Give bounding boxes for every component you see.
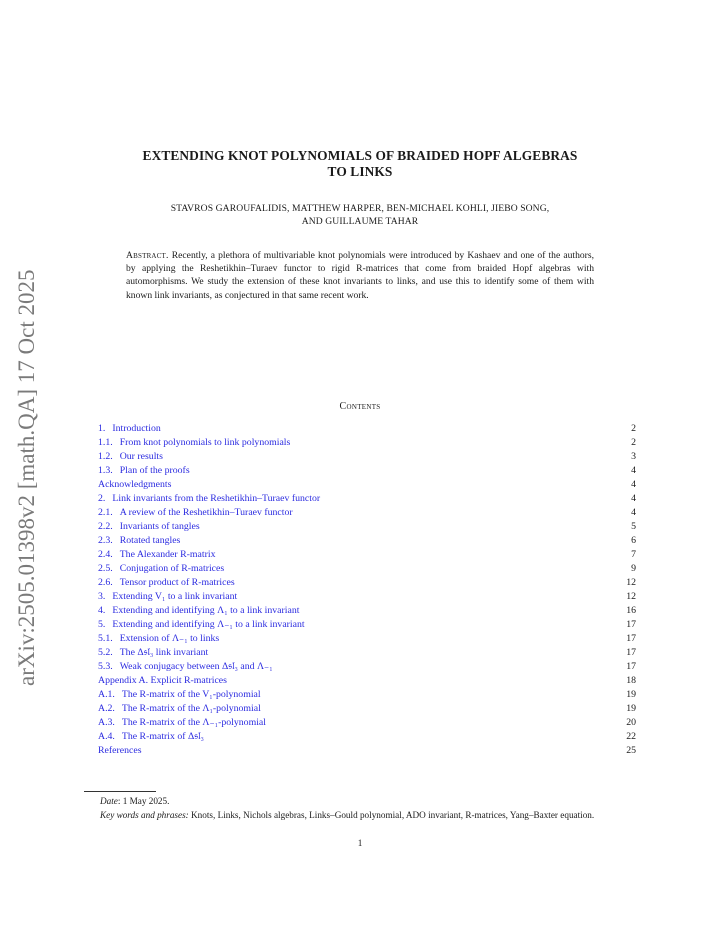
toc-entry-title: A review of the Reshetikhin–Turaev functor (119, 507, 293, 518)
toc-entry-link[interactable] (98, 674, 227, 688)
toc-entry (98, 590, 636, 604)
toc-entry-number: 5.2. (98, 647, 113, 658)
toc-entry-title: The R-matrix of the V₁-polynomial (121, 689, 261, 700)
toc-entry-link[interactable] (98, 604, 299, 618)
toc-entry-title: Invariants of tangles (119, 521, 200, 532)
toc-entry-link[interactable] (98, 576, 235, 590)
toc-entry-page: 4 (631, 479, 636, 490)
toc-entry-title: Appendix A. Explicit R-matrices (98, 675, 227, 686)
toc-entry-link[interactable] (98, 716, 266, 730)
toc-entry (98, 716, 636, 730)
toc-entry-title: Conjugation of R-matrices (119, 563, 225, 574)
toc-entry-number: 3. (98, 591, 106, 602)
toc-entry-link[interactable] (98, 478, 171, 492)
toc-entry-link[interactable] (98, 450, 163, 464)
toc-entry (98, 450, 636, 464)
toc-entry-page: 4 (631, 493, 636, 504)
toc-entry-link[interactable] (98, 464, 190, 478)
toc-entry-page: 4 (631, 507, 636, 518)
toc-entry-title: Rotated tangles (119, 535, 181, 546)
footnotes (84, 795, 636, 822)
arxiv-stamp-svg (4, 248, 44, 688)
toc-entry-number: 1.1. (98, 437, 113, 448)
toc-entry-page: 9 (631, 563, 636, 574)
toc-entry-number: A.1. (98, 689, 115, 700)
toc-entry-link[interactable] (98, 534, 180, 548)
toc-entry-title: The Δ𝔰𝔩₃ link invariant (119, 647, 209, 658)
toc-entry (98, 660, 636, 674)
title-line-2: TO LINKS (327, 163, 393, 179)
toc-entry (98, 436, 636, 450)
toc-entry-page: 7 (631, 549, 636, 560)
toc-entry-page: 2 (631, 437, 636, 448)
toc-entry-link[interactable] (98, 646, 208, 660)
toc-entry (98, 744, 636, 758)
toc-entry-title: Extending and identifying Λ₁ to a link invariant (112, 605, 300, 616)
toc-entry-page: 12 (626, 577, 636, 588)
toc-entry (98, 646, 636, 660)
abstract-text: Recently, a plethora of multivariable knot polynomials were introduced by Kashaev and one of the authors, by applying the Reshetikhin–Turaev functor to rigid R-matrices that come from braided Hopf algebras with automorphisms. We study the extension of these knot invariants to links, and use this to identify some of them with known link invariants, as conjectured in that same recent work. (126, 250, 594, 301)
toc-entry-page: 12 (626, 591, 636, 602)
toc-entry (98, 688, 636, 702)
toc-entry-title: Extending V₁ to a link invariant (112, 591, 238, 602)
toc-entry-page: 6 (631, 535, 636, 546)
toc-entry-link[interactable] (98, 744, 142, 758)
toc-entry (98, 478, 636, 492)
toc-entry-link[interactable] (98, 688, 261, 702)
toc-entry-title: The R-matrix of the Λ₋₁-polynomial (121, 717, 266, 728)
footnote-rule (84, 791, 156, 792)
toc-entry-number: 2. (98, 493, 106, 504)
toc-entry-page: 19 (626, 689, 636, 700)
toc-entry-page: 22 (626, 731, 636, 742)
toc-entry-number: 2.5. (98, 563, 113, 574)
toc-entry-link[interactable] (98, 590, 237, 604)
toc-entry-link[interactable] (98, 422, 161, 436)
toc-entry-number: 2.1. (98, 507, 113, 518)
toc-entry (98, 534, 636, 548)
toc-entry (98, 632, 636, 646)
toc-entry-title: The Alexander R-matrix (119, 549, 216, 560)
toc-entry-number: 2.4. (98, 549, 113, 560)
toc-entry-number: 2.2. (98, 521, 113, 532)
toc-entry (98, 618, 636, 632)
toc-entry-title: Weak conjugacy between Δ𝔰𝔩₃ and Λ₋₁ (119, 661, 273, 672)
footnote-date (84, 795, 636, 809)
toc-entry-number: 1.2. (98, 451, 113, 462)
toc-entry (98, 520, 636, 534)
toc-entry-title: The R-matrix of Δ𝔰𝔩₃ (121, 731, 204, 742)
abstract (126, 249, 594, 302)
title-line-1: EXTENDING KNOT POLYNOMIALS OF BRAIDED HOPF ALGEBRAS (142, 148, 578, 163)
page-number: 1 (357, 838, 363, 848)
toc-entry-number: 1. (98, 423, 106, 434)
date-value: : 1 May 2025. (117, 796, 170, 806)
toc-entry-page: 16 (626, 605, 636, 616)
keywords-label: Key words and phrases: (100, 809, 189, 820)
arxiv-stamp-text: arXiv:2505.01398v2 [math.QA] 17 Oct 2025 (14, 269, 39, 686)
toc-entry-page: 19 (626, 703, 636, 714)
toc-entry-link[interactable] (98, 506, 293, 520)
toc-entry-title: Extending and identifying Λ₋₁ to a link invariant (112, 619, 305, 630)
toc-entry-number: 5.1. (98, 633, 113, 644)
toc-entry-number: 2.6. (98, 577, 113, 588)
toc-entry (98, 576, 636, 590)
toc-entry-title: Plan of the proofs (119, 465, 190, 476)
authors-line-2: AND GUILLAUME TAHAR (301, 215, 419, 227)
toc-entry-link[interactable] (98, 702, 261, 716)
toc-entry-page: 17 (626, 619, 636, 630)
toc-entry-number: 2.3. (98, 535, 113, 546)
toc-entry-number: 4. (98, 605, 106, 616)
toc-entry-page: 18 (626, 675, 636, 686)
toc-entry (98, 422, 636, 436)
toc-entry-title: Our results (119, 451, 163, 462)
footnote-keywords (84, 809, 636, 823)
paper-title (84, 148, 636, 179)
table-of-contents (98, 422, 636, 758)
contents-heading: Contents (339, 401, 381, 412)
toc-entry-link[interactable] (98, 660, 273, 674)
toc-entry-page: 25 (626, 745, 636, 756)
toc-entry-number: A.4. (98, 731, 115, 742)
toc-entry-link[interactable] (98, 618, 305, 632)
toc-entry-page: 5 (631, 521, 636, 532)
toc-entry (98, 464, 636, 478)
toc-entry-number: 1.3. (98, 465, 113, 476)
toc-entry-link[interactable] (98, 562, 224, 576)
date-label: Date (100, 796, 118, 806)
toc-entry (98, 548, 636, 562)
toc-entry (98, 604, 636, 618)
toc-entry-title: The R-matrix of the Λ₁-polynomial (121, 703, 261, 714)
toc-entry-link[interactable] (98, 730, 204, 744)
toc-entry-title: References (98, 745, 142, 756)
toc-entry (98, 506, 636, 520)
toc-entry-title: From knot polynomials to link polynomials (119, 437, 291, 448)
toc-entry (98, 674, 636, 688)
author-list (84, 203, 636, 228)
toc-entry-number: A.2. (98, 703, 115, 714)
toc-entry-link[interactable] (98, 436, 290, 450)
toc-entry-page: 17 (626, 661, 636, 672)
toc-entry-number: 5. (98, 619, 106, 630)
toc-entry-page: 17 (626, 647, 636, 658)
toc-entry (98, 702, 636, 716)
toc-entry (98, 562, 636, 576)
authors-line-1: STAVROS GAROUFALIDIS, MATTHEW HARPER, BEN-MICHAEL KOHLI, JIEBO SONG, (170, 203, 550, 214)
toc-entry-title: Tensor product of R-matrices (119, 577, 235, 588)
toc-entry-page: 3 (631, 451, 636, 462)
toc-entry-link[interactable] (98, 632, 219, 646)
toc-entry-link[interactable] (98, 548, 215, 562)
toc-entry-page: 4 (631, 465, 636, 476)
toc-entry (98, 730, 636, 744)
toc-entry-title: Acknowledgments (98, 479, 172, 490)
toc-entry-link[interactable] (98, 492, 320, 506)
toc-entry-title: Link invariants from the Reshetikhin–Turaev functor (112, 493, 321, 504)
arxiv-stamp (4, 248, 44, 688)
toc-entry-number: 5.3. (98, 661, 113, 672)
toc-entry-number: A.3. (98, 717, 115, 728)
toc-entry-page: 2 (631, 423, 636, 434)
toc-entry-title: Extension of Λ₋₁ to links (119, 633, 220, 644)
toc-entry-page: 17 (626, 633, 636, 644)
toc-entry-title: Introduction (112, 423, 161, 434)
keywords-value: Knots, Links, Nichols algebras, Links–Gould polynomial, ADO invariant, R-matrices, Yang–Baxter equation. (188, 809, 595, 820)
toc-entry-link[interactable] (98, 520, 200, 534)
toc-entry-page: 20 (626, 717, 636, 728)
toc-entry (98, 492, 636, 506)
abstract-label: Abstract. (126, 250, 169, 261)
